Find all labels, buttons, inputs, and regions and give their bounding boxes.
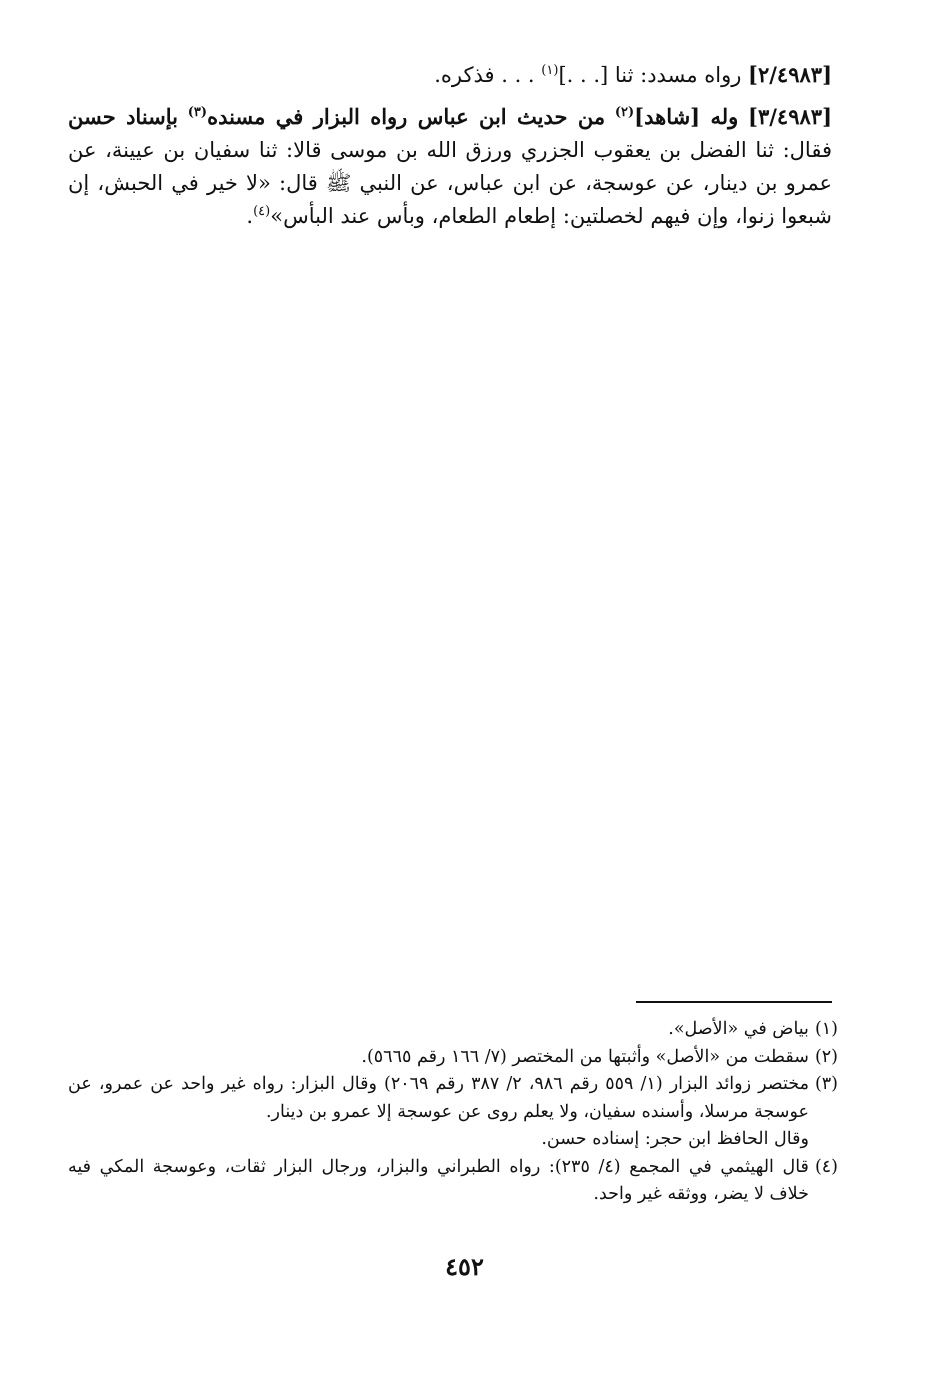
- footnote-2: [68, 1044, 838, 1072]
- footnote-ref: (٣): [187, 105, 208, 120]
- footnote-number: (١): [814, 1019, 838, 1039]
- footnote-text: [68, 1154, 809, 1209]
- paragraph-text: . . . فذكره.: [434, 63, 535, 87]
- footnote-text: [68, 1044, 809, 1072]
- page-number: ٤٥٢: [445, 1252, 484, 1281]
- footnote-1: [68, 1016, 838, 1044]
- entry-number: [٣/٤٩٨٣]: [748, 104, 832, 129]
- footnote-number: (٣): [814, 1074, 838, 1094]
- footnote-divider: [636, 1001, 832, 1003]
- paragraph-end: .: [246, 204, 254, 228]
- footnote-line: بياض في «الأصل».: [668, 1019, 809, 1039]
- footnote-ref: (١): [541, 63, 559, 78]
- footnote-text: [68, 1071, 809, 1154]
- heading-text: بإسناد حسن: [68, 104, 179, 129]
- footnote-3: [68, 1071, 838, 1154]
- paragraph-text: رواه مسدد: ثنا [. . .]: [558, 63, 742, 87]
- footnote-line: قال الهيثمي في المجمع (٤/ ٢٣٥): رواه الطبراني والبزار، ورجال البزار ثقات، وعوسجة المكي فيه خلاف لا يضر، ووثقه غير واحد.: [68, 1156, 809, 1204]
- footnote-line: سقطت من «الأصل» وأثبتها من المختصر (٧/ ١٦٦ رقم ٥٦٦٥).: [361, 1046, 809, 1067]
- heading-text: وله [شاهد]: [634, 104, 739, 129]
- footnote-number: (٤): [814, 1156, 838, 1177]
- footnote-text: [68, 1016, 809, 1044]
- footnote-4: [68, 1154, 838, 1209]
- paragraph-4983-2: [68, 58, 832, 92]
- entry-number: [٢/٤٩٨٣]: [748, 62, 832, 87]
- footnote-number: (٢): [814, 1046, 838, 1067]
- paragraph-text: فقال: ثنا الفضل بن يعقوب الجزري ورزق الله بن موسى قالا: ثنا سفيان بن عيينة، عن عمرو بن دينار، عن عوسجة، عن ابن عباس، عن النبي ﷺ قال: «لا خير في الحبش، إن شبعوا زنوا، وإن فيهم لخصلتين: إطعام الطعام، وبأس عند البأس»: [68, 138, 832, 228]
- paragraph-4983-3: [68, 100, 832, 233]
- heading-text: من حديث ابن عباس رواه البزار في مسنده: [207, 104, 606, 129]
- main-text: [68, 58, 832, 241]
- footnote-line: وقال الحافظ ابن حجر: إسناده حسن.: [541, 1129, 809, 1149]
- footnote-ref: (٤): [253, 204, 271, 219]
- footnote-ref: (٢): [614, 105, 635, 120]
- footnote-line: مختصر زوائد البزار (١/ ٥٥٩ رقم ٩٨٦، ٢/ ٣٨٧ رقم ٢٠٦٩) وقال البزار: رواه غير واحد عن عمرو، عن عوسجة مرسلا، وأسنده سفيان، ولا يعلم روى عن عوسجة إلا عمرو بن دينار.: [68, 1074, 809, 1122]
- footnotes: [68, 1016, 838, 1209]
